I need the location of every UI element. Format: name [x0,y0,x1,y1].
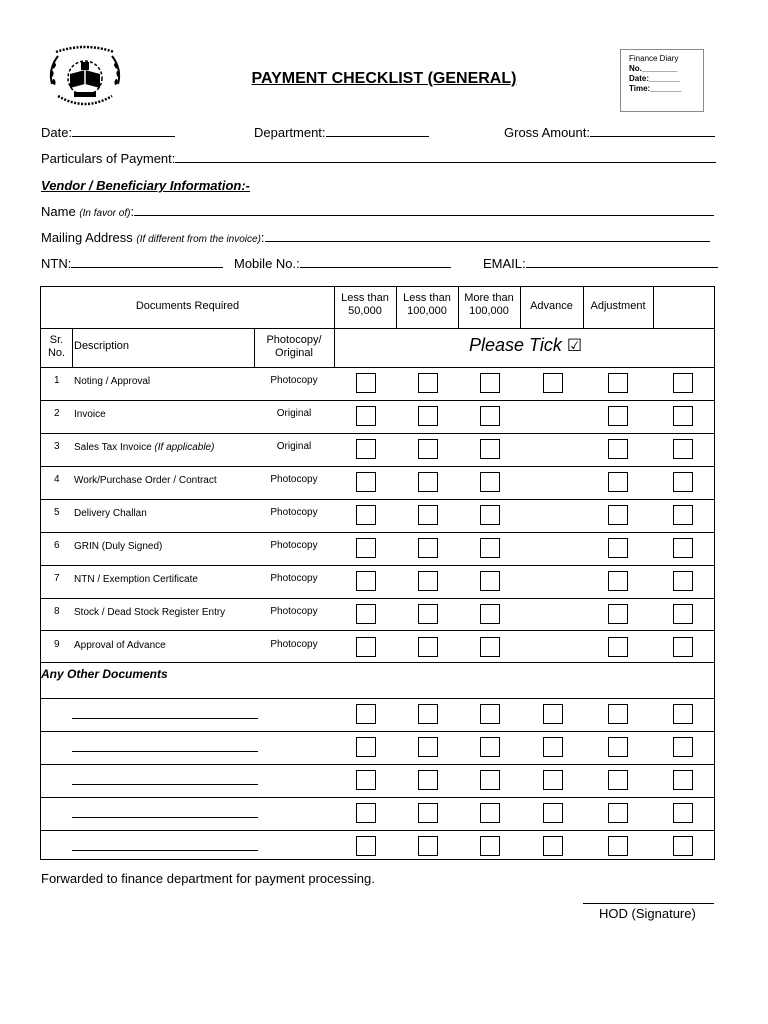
table-row-divider [41,598,714,599]
finance-diary-time: Time:_______ [629,84,682,93]
tick-checkbox[interactable] [480,439,500,459]
table-row-divider [41,797,714,798]
tick-checkbox[interactable] [673,538,693,558]
more-than-100000-header [458,292,520,318]
row-number: 4 [54,474,60,485]
tick-checkbox[interactable] [673,803,693,823]
docs-required-header: Documents Required [135,300,240,312]
row-description-text: NTN / Exemption Certificate [74,574,198,585]
row-document-type: Original [276,441,312,452]
row-description [74,541,162,552]
po-line1: Photocopy/ [266,334,322,346]
tick-checkbox[interactable] [480,604,500,624]
other-document-input-line[interactable] [72,817,258,818]
row-number: 6 [54,540,60,551]
row-description-text: Stock / Dead Stock Register Entry [74,607,226,618]
date-field[interactable] [41,125,175,140]
tick-checkbox[interactable] [608,505,628,525]
tick-checkbox[interactable] [480,770,500,790]
tick-checkbox[interactable] [673,836,693,856]
adjustment-header: Adjustment [590,300,646,312]
table-column-divider [653,287,654,328]
table-row-divider [41,630,714,631]
photocopy-original-header [254,334,334,360]
table-column-divider [72,328,73,367]
other-document-input-line[interactable] [72,751,258,752]
finance-diary-box [620,49,704,112]
tick-checkbox[interactable] [480,737,500,757]
less50-line2: 50,000 [348,305,382,317]
tick-checkbox[interactable] [608,604,628,624]
tick-checkbox[interactable] [480,637,500,657]
finance-diary-label: Finance Diary [629,54,679,63]
row-description [74,409,106,420]
tick-checkbox[interactable] [543,737,563,757]
table-row-divider [41,698,714,699]
table-column-divider [583,287,584,328]
tick-checkbox[interactable] [480,406,500,426]
tick-checkbox[interactable] [543,803,563,823]
tick-checkbox[interactable] [418,538,438,558]
row-description-text: GRIN (Duly Signed) [74,541,163,552]
name-note: (In favor of) [79,208,131,219]
description-header: Description [74,340,130,352]
less100-line2: 100,000 [407,305,447,317]
tick-checkbox[interactable] [356,439,376,459]
table-row-divider [41,328,714,329]
tick-checkbox[interactable] [356,803,376,823]
other-document-input-line[interactable] [72,850,258,851]
row-number: 8 [54,606,60,617]
tick-checkbox[interactable] [356,571,376,591]
tick-checkbox[interactable] [356,770,376,790]
name-label: Name [41,204,76,219]
tick-checkbox[interactable] [608,406,628,426]
tick-checkbox[interactable] [543,836,563,856]
row-description [74,508,147,519]
row-document-type: Photocopy [270,507,318,518]
sr-line1: Sr. [49,334,64,346]
tick-checkbox[interactable] [356,538,376,558]
row-document-type: Photocopy [270,540,318,551]
tick-checkbox[interactable] [418,604,438,624]
tick-checkbox[interactable] [356,637,376,657]
row-description [74,574,198,585]
tick-checkbox[interactable] [673,406,693,426]
department-label: Department: [254,125,326,140]
department-field[interactable] [254,125,429,140]
tick-checkbox[interactable] [418,439,438,459]
tick-checkbox[interactable] [356,737,376,757]
tick-checkbox[interactable] [608,770,628,790]
table-row-divider [41,433,714,434]
sr-line2: No. [47,347,66,359]
tick-checkbox[interactable] [480,803,500,823]
row-description [74,442,214,453]
tick-checkbox[interactable] [608,439,628,459]
mobile-field[interactable] [234,256,451,271]
row-description-text: Approval of Advance [74,640,166,651]
tick-checkbox[interactable] [356,704,376,724]
tick-checkbox[interactable] [673,373,693,393]
tick-checkbox[interactable] [673,770,693,790]
tick-checkbox[interactable] [356,604,376,624]
row-document-type: Photocopy [270,573,318,584]
advance-header: Advance [530,300,573,312]
tick-checkbox[interactable] [480,704,500,724]
tick-checkbox[interactable] [673,571,693,591]
row-number: 7 [54,573,60,584]
more100-line1: More than [464,292,514,304]
row-description-note: (If applicable) [154,442,215,453]
tick-checkbox[interactable] [543,704,563,724]
less-than-50000-header [334,292,396,318]
mailing-note: (If different from the invoice) [136,234,261,245]
tick-checkbox[interactable] [608,571,628,591]
row-description [74,376,150,387]
table-column-divider [458,287,459,328]
gross-amount-label: Gross Amount: [504,125,590,140]
table-column-divider [396,287,397,328]
row-document-type: Photocopy [270,474,318,485]
tick-checkbox[interactable] [608,538,628,558]
signature-line [583,903,714,904]
tick-checkbox[interactable] [608,373,628,393]
vendor-heading: Vendor / Beneficiary Information:- [41,178,250,193]
row-description-text: Delivery Challan [74,508,147,519]
row-description [74,475,217,486]
tick-checkbox[interactable] [418,836,438,856]
tick-checkbox[interactable] [418,406,438,426]
forwarded-note: Forwarded to finance department for payment processing. [41,871,375,886]
date-label: Date: [41,125,73,140]
table-row-divider [41,764,714,765]
hod-signature-label: HOD (Signature) [599,906,696,921]
table-column-divider [334,287,335,367]
tick-checkbox[interactable] [608,836,628,856]
table-row-divider [41,830,714,831]
tick-checkbox[interactable] [480,571,500,591]
table-column-divider [254,328,255,367]
row-number: 9 [54,639,60,650]
table-row-divider [41,565,714,566]
name-field[interactable]: Name (In favor of): [41,204,714,219]
tick-checkbox[interactable] [480,538,500,558]
less50-line1: Less than [341,292,389,304]
tick-checkbox[interactable] [480,373,500,393]
tick-checkbox[interactable] [673,604,693,624]
tick-checkbox[interactable] [673,472,693,492]
row-description [74,640,166,651]
other-document-input-line[interactable] [72,718,258,719]
row-document-type: Photocopy [270,606,318,617]
tick-checkbox[interactable] [480,505,500,525]
finance-diary-date: Date:_______ [629,74,681,83]
row-description-text: Noting / Approval [74,376,151,387]
tick-checkbox[interactable] [356,472,376,492]
tick-checkbox[interactable] [608,637,628,657]
please-tick-label: Please Tick [469,335,562,355]
tick-checkbox[interactable] [356,836,376,856]
tick-checkbox[interactable] [480,472,500,492]
sr-no-header [41,334,72,360]
other-document-input-line[interactable] [72,784,258,785]
table-row-divider [41,466,714,467]
tick-checkbox[interactable] [418,571,438,591]
row-document-type: Original [276,408,312,419]
po-line2: Original [275,347,313,359]
table-row-divider [41,400,714,401]
table-column-divider [520,287,521,328]
more100-line2: 100,000 [469,305,509,317]
table-row-divider [41,662,714,663]
particulars-field[interactable] [41,151,716,166]
any-other-documents-label: Any Other Documents [41,667,168,681]
mailing-label: Mailing Address [41,230,133,245]
email-field[interactable] [483,256,718,271]
tick-checkbox[interactable] [418,637,438,657]
tick-checkbox[interactable] [608,803,628,823]
tick-checkbox[interactable] [608,737,628,757]
tick-checkbox[interactable] [418,472,438,492]
less100-line1: Less than [403,292,451,304]
table-row-divider [41,367,714,368]
tick-checkbox[interactable] [608,472,628,492]
finance-diary-no: No.________ [629,64,678,73]
gross-amount-field[interactable] [504,125,715,140]
particulars-label: Particulars of Payment: [41,151,176,166]
row-number: 2 [54,408,60,419]
checkbox-tick-icon: ☑ [566,336,583,355]
tick-checkbox[interactable] [673,704,693,724]
tick-checkbox[interactable] [673,439,693,459]
ntn-field[interactable] [41,256,223,271]
row-description [74,607,225,618]
tick-checkbox[interactable] [418,770,438,790]
tick-checkbox[interactable] [608,704,628,724]
row-document-type: Photocopy [270,639,318,650]
tick-checkbox[interactable] [418,505,438,525]
mailing-address-field[interactable]: Mailing Address (If different from the invoice): [41,230,710,245]
table-row-divider [41,499,714,500]
row-number: 1 [54,375,60,386]
tick-checkbox[interactable] [673,737,693,757]
row-number: 5 [54,507,60,518]
tick-checkbox[interactable] [418,704,438,724]
ntn-label: NTN: [41,256,72,271]
row-description-text: Sales Tax Invoice [74,442,155,453]
less-than-100000-header [396,292,458,318]
tick-checkbox[interactable] [543,373,563,393]
tick-checkbox[interactable] [418,373,438,393]
tick-checkbox[interactable] [418,803,438,823]
tick-checkbox[interactable] [356,406,376,426]
tick-checkbox[interactable] [418,737,438,757]
mobile-label: Mobile No.: [234,256,300,271]
table-row-divider [41,731,714,732]
please-tick-header [469,335,582,356]
row-description-text: Work/Purchase Order / Contract [74,475,217,486]
tick-checkbox[interactable] [480,836,500,856]
tick-checkbox[interactable] [356,505,376,525]
tick-checkbox[interactable] [673,637,693,657]
tick-checkbox[interactable] [673,505,693,525]
tick-checkbox[interactable] [543,770,563,790]
row-number: 3 [54,441,60,452]
tick-checkbox[interactable] [356,373,376,393]
row-document-type: Photocopy [270,375,318,386]
row-description-text: Invoice [74,409,106,420]
documents-table [40,286,715,860]
email-label: EMAIL: [483,256,526,271]
table-row-divider [41,532,714,533]
page-title: PAYMENT CHECKLIST (GENERAL) [251,70,517,87]
